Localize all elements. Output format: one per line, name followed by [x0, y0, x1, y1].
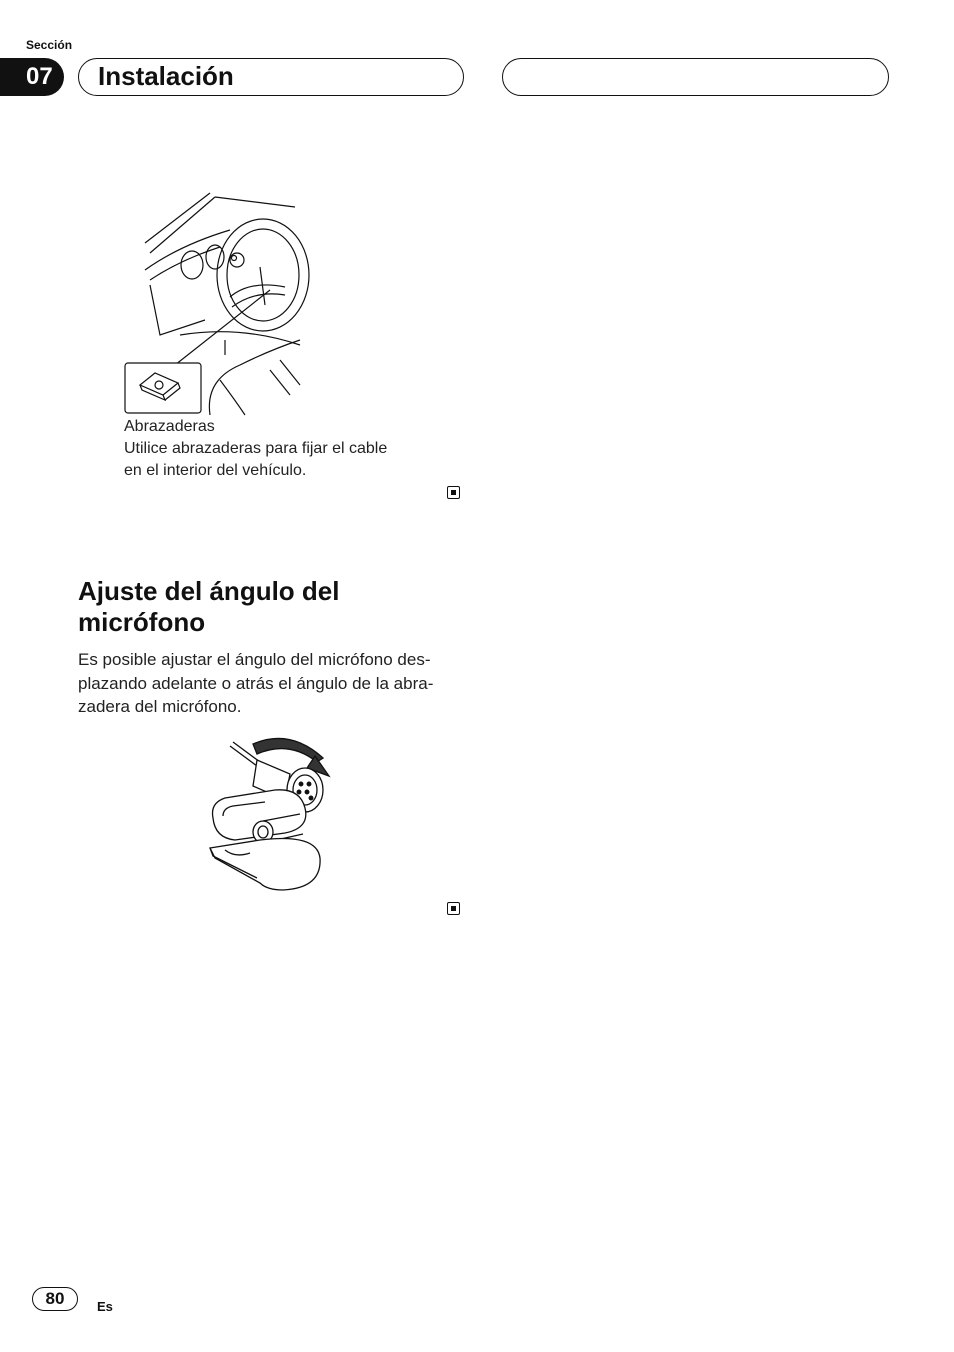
page-number: 80	[32, 1287, 78, 1311]
heading-line-2: micrófono	[78, 607, 206, 637]
caption-line-2: en el interior del vehículo.	[124, 462, 307, 479]
paragraph-line-1: Es posible ajustar el ángulo del micrófono des-	[78, 650, 431, 669]
microphone-clip-angle-illustration	[205, 728, 335, 896]
section-number-badge: 07	[0, 58, 64, 96]
end-of-section-mark	[447, 486, 460, 499]
section-title: Instalación	[78, 58, 464, 96]
paragraph-line-2: plazando adelante o atrás el ángulo de la abra-	[78, 673, 434, 693]
heading-line-1: Ajuste del ángulo del	[78, 576, 340, 606]
caption-line-1: Utilice abrazaderas para fijar el cable	[124, 440, 388, 457]
paragraph-line-3: zadera del micrófono.	[78, 697, 242, 716]
caption-title: Abrazaderas	[124, 418, 215, 435]
section-heading	[78, 576, 478, 638]
car-interior-cable-clamp-illustration	[120, 185, 320, 420]
clamp-caption	[124, 416, 444, 482]
body-paragraph	[78, 648, 466, 719]
section-label: Sección	[26, 38, 73, 52]
end-of-section-mark-2	[447, 902, 460, 915]
right-header-pill	[502, 58, 889, 96]
language-code: Es	[97, 1299, 113, 1314]
